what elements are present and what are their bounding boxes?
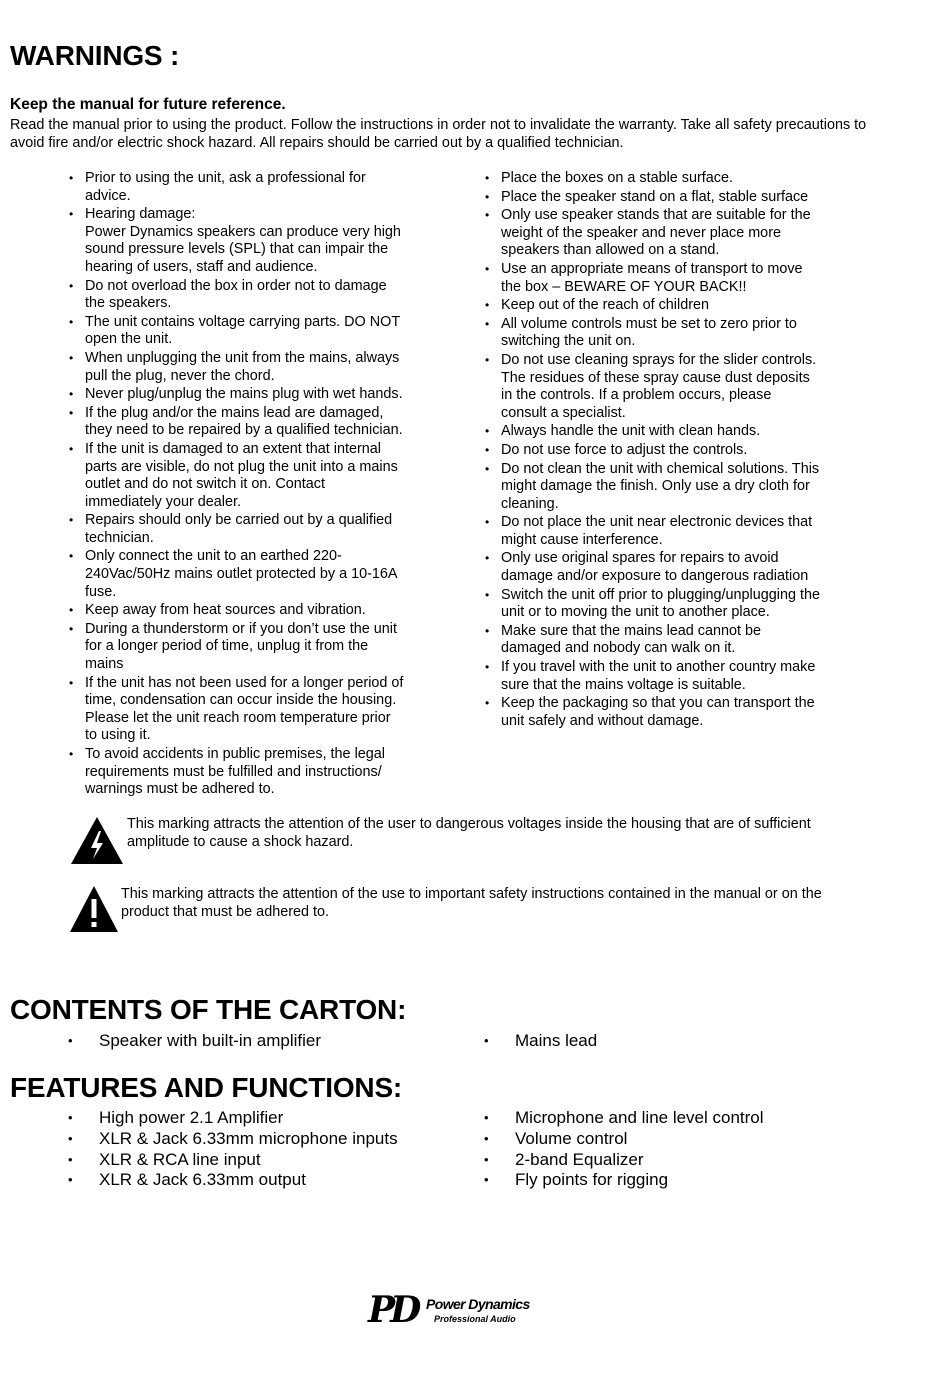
list-item	[484, 659, 846, 694]
features-list-left	[68, 1108, 398, 1191]
list-item	[484, 352, 846, 422]
intro-paragraph: Read the manual prior to using the product. Follow the instructions in order not to invalidate the warranty. Take all safety precautions to avoid fire and/or electric shock hazard. All repairs should be carried out by a qualified technician.	[10, 117, 867, 151]
bullet-icon: •	[485, 623, 490, 638]
bullet-icon: •	[485, 298, 490, 313]
list-item	[484, 1170, 764, 1191]
list-item	[484, 297, 846, 315]
list-item	[68, 350, 430, 385]
bullet-icon: •	[69, 441, 74, 456]
list-item	[484, 695, 846, 730]
list-item	[68, 1170, 398, 1191]
bullet-icon: •	[485, 461, 490, 476]
list-item-text: Do not place the unit near electronic devices that might cause interference.	[501, 514, 813, 548]
bullet-icon: •	[485, 442, 490, 457]
power-dynamics-logo	[368, 1290, 538, 1332]
instructions-marking-text: This marking attracts the attention of the use to important safety instructions contained in the manual or on the product that must be adhered to.	[121, 886, 822, 920]
bullet-icon: •	[69, 350, 74, 365]
bullet-icon: •	[484, 1151, 489, 1167]
list-item-text: Place the boxes on a stable surface.	[501, 170, 733, 186]
list-item	[68, 1108, 398, 1129]
warnings-heading: WARNINGS :	[10, 40, 180, 71]
list-item	[68, 206, 430, 276]
bullet-icon: •	[485, 316, 490, 331]
list-item-text: Only use original spares for repairs to avoid damage and/or exposure to dangerous radiation	[501, 550, 809, 585]
features-list-right	[484, 1108, 764, 1191]
list-item-text: XLR & RCA line input	[99, 1149, 261, 1169]
list-item-text: High power 2.1 Amplifier	[99, 1108, 284, 1127]
bullet-icon: •	[485, 696, 490, 711]
bullet-icon: •	[484, 1130, 489, 1146]
list-item	[484, 550, 846, 585]
contents-heading: CONTENTS OF THE CARTON:	[10, 994, 407, 1025]
bullet-icon: •	[69, 675, 74, 690]
list-item-text: Never plug/unplug the mains plug with wet hands.	[85, 386, 403, 403]
list-item	[484, 1150, 764, 1171]
list-item	[68, 548, 430, 601]
list-item-text: Switch the unit off prior to plugging/unplugging the unit or to moving the unit to another place.	[501, 586, 820, 621]
warnings-list-left	[68, 170, 430, 800]
list-item-text: Speaker with built-in amplifier	[99, 1031, 322, 1050]
list-item	[484, 1129, 764, 1150]
list-item	[68, 405, 430, 440]
bullet-icon: •	[68, 1033, 73, 1048]
bullet-icon: •	[485, 515, 490, 530]
list-item	[68, 314, 430, 349]
bullet-icon: •	[69, 747, 74, 761]
bullet-icon: •	[69, 405, 74, 420]
bullet-icon: •	[485, 551, 490, 566]
bullet-icon: •	[484, 1033, 489, 1048]
list-item	[484, 514, 846, 549]
list-item-text: Use an appropriate means of transport to move the box – BEWARE OF YOUR BACK!!	[501, 260, 803, 295]
list-item	[484, 316, 846, 351]
voltage-marking-note	[69, 815, 859, 865]
bullet-icon: •	[485, 424, 490, 439]
list-item-text: The unit contains voltage carrying parts. DO NOT open the unit.	[85, 313, 401, 348]
bullet-icon: •	[485, 189, 490, 204]
list-item-text: Hearing damage: Power Dynamics speakers can produce very high sound pressure levels (SPL) that can impair the hearing of users, staff and audience.	[85, 206, 401, 275]
list-item-text: Microphone and line level control	[515, 1108, 764, 1127]
list-item-text: XLR & Jack 6.33mm microphone inputs	[99, 1128, 398, 1148]
list-item-text: If the plug and/or the mains lead are damaged, they need to be repaired by a qualified technician.	[85, 404, 403, 439]
bullet-icon: •	[485, 660, 490, 675]
contents-list-left	[68, 1031, 321, 1052]
list-item-text: If you travel with the unit to another country make sure that the mains voltage is suitable.	[501, 659, 816, 693]
list-item-text: Keep away from heat sources and vibration.	[85, 602, 366, 619]
contents-list-right	[484, 1031, 597, 1052]
list-item	[484, 189, 846, 207]
logo-tagline: Professional Audio	[434, 1314, 516, 1324]
exclamation-warning-icon	[69, 885, 119, 933]
list-item	[68, 170, 430, 205]
list-item-text: Do not overload the box in order not to damage the speakers.	[85, 277, 387, 312]
bullet-icon: •	[485, 352, 490, 367]
features-heading: FEATURES AND FUNCTIONS:	[10, 1072, 403, 1103]
voltage-marking-text: This marking attracts the attention of the user to dangerous voltages inside the housing that are of sufficient amplitude to cause a shock hazard.	[127, 816, 811, 850]
list-item-text: Repairs should only be carried out by a qualified technician.	[85, 512, 393, 546]
list-item-text: Prior to using the unit, ask a professional for advice.	[85, 170, 366, 204]
list-item-text: Always handle the unit with clean hands.	[501, 423, 761, 440]
bullet-icon: •	[68, 1110, 73, 1125]
list-item-text: During a thunderstorm or if you don’t use the unit for a longer period of time, unplug it from the mains	[85, 620, 397, 673]
bullet-icon: •	[485, 208, 490, 223]
list-item-text: Do not clean the unit with chemical solutions. This might damage the finish. Only use a dry cloth for cleaning.	[501, 460, 820, 512]
bullet-icon: •	[69, 603, 74, 618]
list-item	[68, 512, 430, 547]
list-item-text: Mains lead	[515, 1031, 598, 1050]
list-item-text: When unplugging the unit from the mains, always pull the plug, never the chord.	[85, 349, 400, 384]
bullet-icon: •	[484, 1172, 489, 1188]
list-item	[68, 278, 430, 313]
list-item-text: To avoid accidents in public premises, the legal requirements must be fulfilled and instructions/ warnings must be adhered to.	[85, 746, 385, 798]
list-item	[484, 623, 846, 658]
bullet-icon: •	[485, 261, 490, 276]
list-item	[484, 1108, 764, 1129]
bullet-icon: •	[69, 621, 74, 636]
list-item-text: Keep the packaging so that you can transport the unit safely and without damage.	[501, 695, 815, 729]
list-item-text: Fly points for rigging	[515, 1170, 669, 1190]
bullet-icon: •	[68, 1172, 73, 1188]
bullet-icon: •	[484, 1110, 489, 1125]
list-item-text: Only connect the unit to an earthed 220- 240Vac/50Hz mains outlet protected by a 10-16A fuse.	[85, 548, 398, 600]
list-item	[484, 587, 846, 622]
list-item	[484, 1031, 597, 1052]
list-item	[68, 675, 430, 745]
list-item-text: If the unit is damaged to an extent that internal parts are visible, do not plug the unit into a mains outlet and do not switch it on. Contact immediately your dealer.	[85, 440, 398, 510]
list-item	[484, 170, 846, 188]
bullet-icon: •	[69, 314, 74, 329]
list-item-text: If the unit has not been used for a longer period of time, condensation can occur inside the housing. Please let the unit reach room temperature prior to using it.	[85, 674, 404, 744]
list-item-text: XLR & Jack 6.33mm output	[99, 1170, 306, 1190]
list-item	[484, 423, 846, 441]
list-item	[68, 386, 430, 404]
list-item-text: Only use speaker stands that are suitable for the weight of the speaker and never place more speakers than allowed on a stand.	[501, 207, 811, 259]
bullet-icon: •	[68, 1151, 73, 1167]
list-item	[484, 261, 846, 296]
bullet-icon: •	[69, 513, 74, 528]
list-item	[68, 602, 430, 620]
bullet-icon: •	[68, 1130, 73, 1146]
list-item	[484, 207, 846, 260]
list-item	[68, 1129, 398, 1150]
list-item-text: Do not use cleaning sprays for the slider controls. The residues of these spray cause dust deposits in the controls. If a problem occurs, please consult a specialist.	[501, 351, 817, 421]
bullet-icon: •	[485, 171, 490, 185]
list-item-text: 2-band Equalizer	[515, 1149, 644, 1169]
bullet-icon: •	[69, 171, 74, 185]
warnings-list-right	[484, 170, 846, 731]
bullet-icon: •	[485, 587, 490, 602]
list-item-text: Place the speaker stand on a flat, stable surface	[501, 188, 809, 205]
list-item-text: Volume control	[515, 1128, 628, 1148]
logo-monogram: PD	[368, 1289, 417, 1331]
list-item	[68, 441, 430, 511]
bullet-icon: •	[69, 207, 74, 222]
bullet-icon: •	[69, 549, 74, 564]
list-item	[484, 442, 846, 460]
lightning-warning-icon	[69, 815, 125, 865]
list-item-text: Make sure that the mains lead cannot be damaged and nobody can walk on it.	[501, 622, 761, 657]
instructions-marking-note	[69, 885, 859, 933]
list-item-text: Do not use force to adjust the controls.	[501, 441, 748, 458]
keep-manual-heading: Keep the manual for future reference.	[10, 96, 286, 113]
logo-brand-name: Power Dynamics	[426, 1296, 530, 1312]
list-item-text: Keep out of the reach of children	[501, 297, 710, 314]
list-item	[68, 1150, 398, 1171]
list-item	[68, 1031, 321, 1052]
bullet-icon: •	[69, 387, 74, 402]
list-item	[68, 746, 430, 799]
list-item-text: All volume controls must be set to zero prior to switching the unit on.	[501, 315, 797, 350]
list-item	[484, 461, 846, 514]
list-item	[68, 621, 430, 674]
bullet-icon: •	[69, 278, 74, 293]
